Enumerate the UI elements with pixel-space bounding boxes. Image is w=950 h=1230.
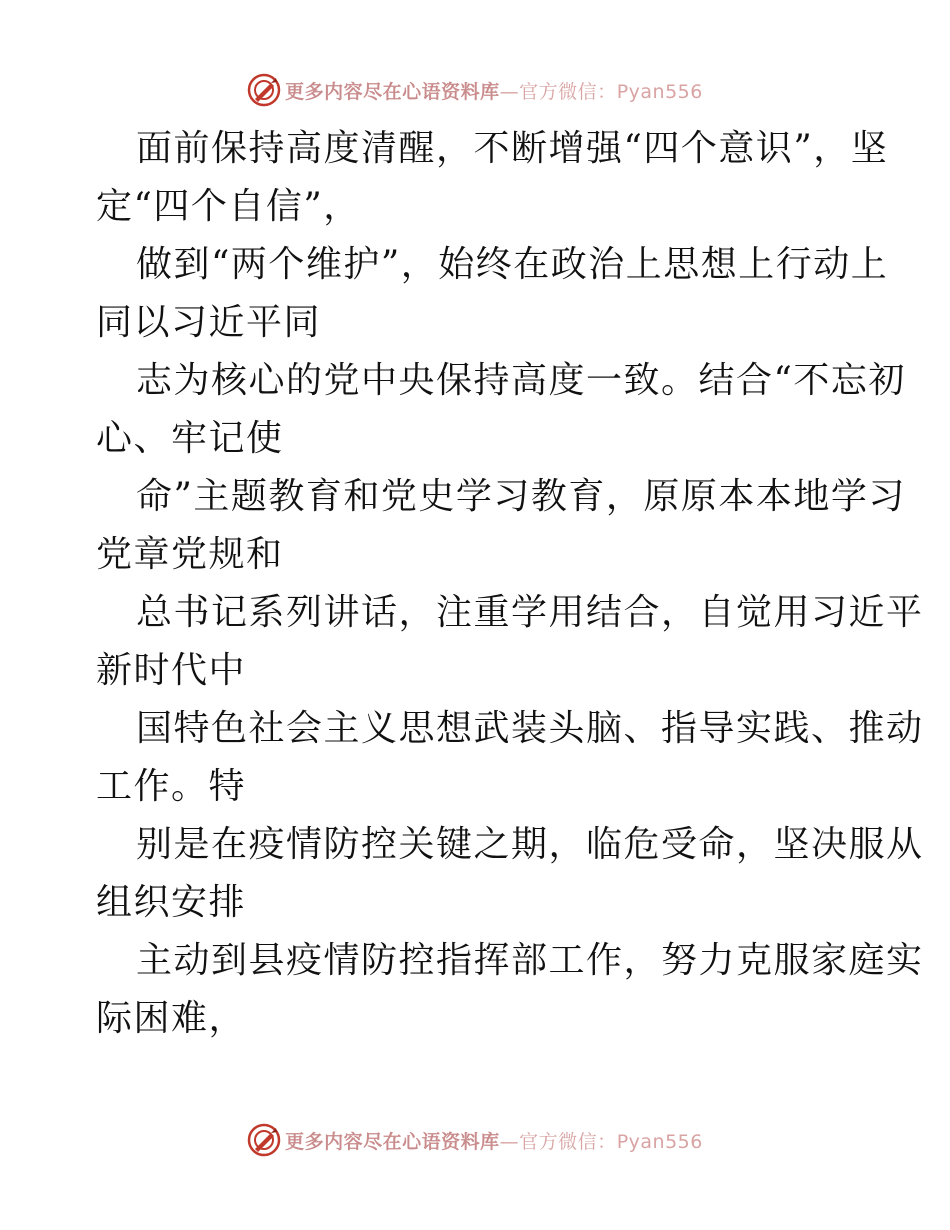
paragraph-line: 党章党规和: [96, 534, 284, 575]
footer-banner-main: 更多内容尽在心语资料库: [285, 1130, 500, 1153]
brand-logo-icon: [247, 73, 281, 107]
footer-banner-sep: —: [499, 1130, 520, 1153]
header-banner-sep: —: [499, 80, 520, 103]
paragraph-line: 别是在疫情防控关键之期，临危受命，坚决服从: [136, 824, 924, 865]
paragraph-line: 国特色社会主义思想武装头脑、指导实践、推动: [136, 708, 924, 749]
footer-banner-id: Pyan556: [616, 1130, 703, 1153]
footer-banner-text: [285, 1127, 703, 1154]
paragraph-line: 定“四个自信”，: [96, 186, 361, 227]
paragraph-line: 志为核心的党中央保持高度一致。结合“不忘初: [136, 360, 906, 401]
header-banner-main: 更多内容尽在心语资料库: [285, 80, 500, 103]
paragraph-line: 面前保持高度清醒，不断增强“四个意识”，坚: [136, 128, 889, 169]
paragraph-line: 际困难，: [96, 998, 247, 1039]
paragraph-line: 总书记系列讲话，注重学用结合，自觉用习近平: [136, 592, 924, 633]
paragraph-line: 做到“两个维护”，始终在政治上思想上行动上: [136, 244, 889, 285]
paragraph-line: 同以习近平同: [96, 302, 322, 343]
header-banner-sub: 官方微信：: [519, 80, 617, 103]
footer-banner: [0, 1120, 950, 1160]
paragraph-line: 主动到县疫情防控指挥部工作，努力克服家庭实: [136, 940, 924, 981]
paragraph-line: 命”主题教育和党史学习教育，原原本本地学习: [136, 476, 906, 517]
header-banner: [0, 70, 950, 110]
brand-logo-icon: [247, 1123, 281, 1157]
paragraph-line: 心、牢记使: [96, 418, 284, 459]
paragraph-line: 新时代中: [96, 650, 247, 691]
paragraph-line: 组织安排: [96, 882, 247, 923]
header-banner-text: [285, 77, 703, 104]
document-body: [96, 120, 924, 1048]
footer-banner-sub: 官方微信：: [519, 1130, 617, 1153]
header-banner-id: Pyan556: [616, 80, 703, 103]
paragraph-line: 工作。特: [96, 766, 247, 807]
